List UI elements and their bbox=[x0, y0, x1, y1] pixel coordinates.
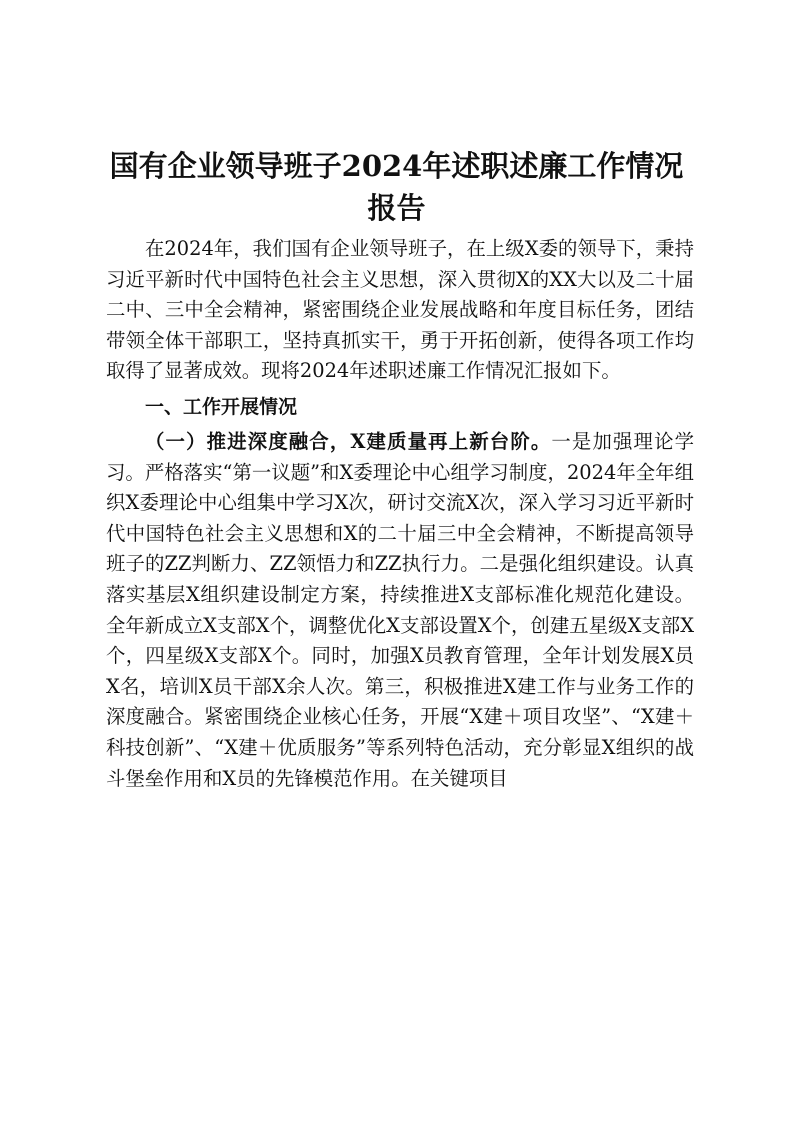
section1-heading: 一、工作开展情况 bbox=[145, 395, 298, 418]
document-title-line1: 国有企业领导班子2024年述职述廉工作情况 bbox=[109, 149, 684, 183]
document-body bbox=[106, 234, 694, 794]
intro-paragraph: 在2024年，我们国有企业领导班子，在上级X委的领导下，秉持习近平新时代中国特色社会主义思想，深入贯彻X的XX大以及二十届二中、三中全会精神，紧密围绕企业发展战略和年度目标任务，团结带领全体干部职工，坚持真抓实干，勇于开拓创新，使得各项工作均取得了显著成效。现将2024年述职述廉工作情况汇报如下。 bbox=[106, 237, 694, 383]
subsection1-paragraph bbox=[106, 427, 694, 794]
subsection1-lead: （一）推进深度融合，X建质量再上新台阶。 bbox=[145, 429, 552, 453]
document-title-line2: 报告 bbox=[367, 191, 426, 225]
subsection1-body: 一是加强理论学习。严格落实“第一议题”和X委理论中心组学习制度，2024年全年组织X委理论中心组集中学习X次，研讨交流X次，深入学习习近平新时代中国特色社会主义思想和X的二十届三中全会精神，不断提高领导班子的ZZ判断力、ZZ领悟力和ZZ执行力。二是强化组织建设。认真落实基层X组织建设制定方案，持续推进X支部标准化规范化建设。全年新成立X支部X个，调整优化X支部设置X个，创建五星级X支部X个，四星级X支部X个。同时，加强X员教育管理，全年计划发展X员X名，培训X员干部X余人次。第三，积极推进X建工作与业务工作的深度融合。紧密围绕企业核心任务，开展“X建＋项目攻坚”、“X建＋科技创新”、“X建＋优质服务”等系列特色活动，充分彰显X组织的战斗堡垒作用和X员的先锋模范作用。在关键项目 bbox=[106, 429, 695, 790]
